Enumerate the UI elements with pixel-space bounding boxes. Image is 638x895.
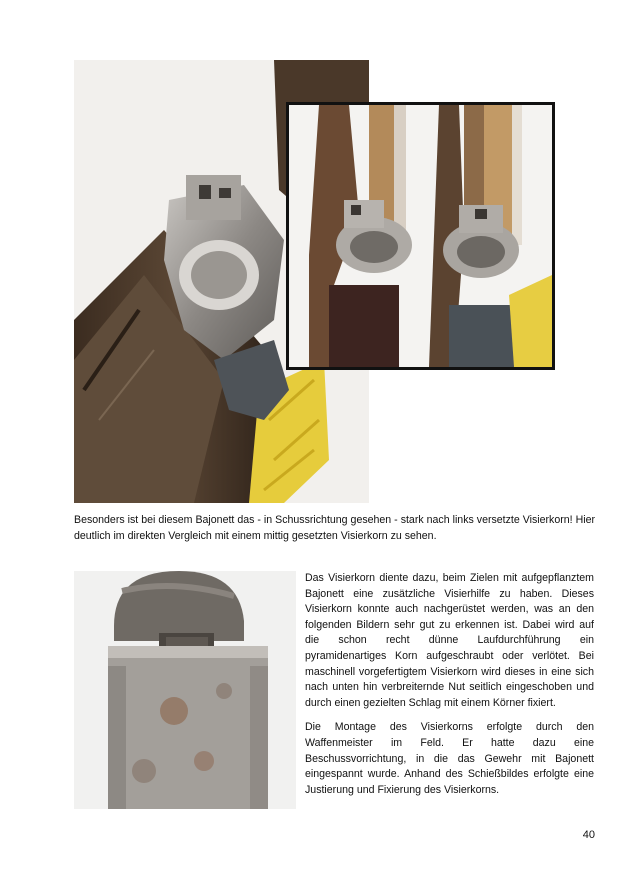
page-number: 40: [582, 829, 595, 841]
paragraph-2: Die Montage des Visierkorns erfolgte durch den Waffenmeister im Feld. Er hatte dazu eine Beschussvorrichtung, in die das Gewehr mit Bajonett eingespannt wurde. Anhand des Schießbildes erfolgte eine Justierung und Fixierung des Visierkorns.: [305, 721, 594, 796]
photo-caption: Besonders ist bei diesem Bajonett das - in Schussrichtung gesehen - stark nach links versetzte Visierkorn! Hier deutlich im direkten Vergleich mit einem mittig gesetzten Visierkorn zu sehen.: [74, 514, 595, 542]
body-text-column: [305, 571, 594, 798]
paragraph-1: Das Visierkorn diente dazu, beim Zielen mit aufgepflanztem Bajonett eine zusätzliche Visierhilfe zu haben. Dieses Visierkorn konnte auch nachgerüstet werden, was an den folgenden Bildern sehr gut zu erkennen ist. Dabei wird auf die schon recht dünne Laufdurchführung ein pyramidenartiges Korn aufgeschraubt oder verlötet. Bei maschinell vorgefertigtem Visierkorn wird dieses in eine sich nach unten hin verbreiternde Nut seitlich eingeschoben und durch einen gezielten Schlag mit einem Körner fixiert.: [305, 572, 594, 709]
sight-comparison-photo: [286, 102, 555, 370]
front-sight-closeup-photo: [74, 571, 296, 809]
